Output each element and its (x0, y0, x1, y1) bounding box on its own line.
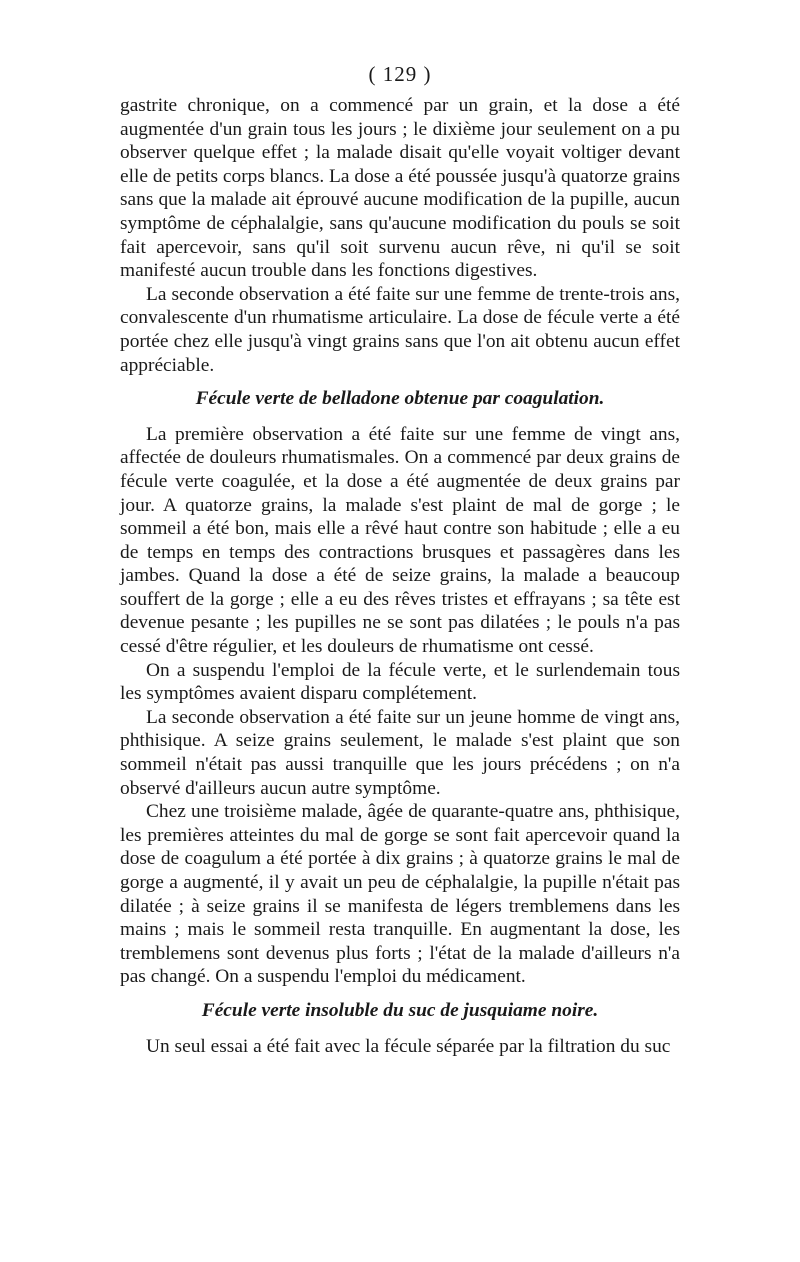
section-heading-belladone: Fécule verte de belladone obtenue par coagulation. (195, 388, 605, 410)
paragraph-seul-essai: Un seul essai a été fait avec la fécule séparée par la filtration du suc (146, 1035, 671, 1057)
section-heading-jusquiame: Fécule verte insoluble du suc de jusquiame noire. (201, 999, 599, 1021)
paragraph-premiere-observation: La première observation a été faite sur une femme de vingt ans, affectée de douleurs rhumatismales. On a commencé par deux grains de fécule verte coagulée, et la dose a été augmentée de deux grains par jour. A quatorze grains, la malade s'est plaint de mal de gorge ; le sommeil a été bon, mais elle a rêvé haut contre son habitude ; elle a eu de temps en temps des contractions brusques et passagères dans les jambes. Quand la dose a été de seize grains, la malade a beaucoup souffert de la gorge ; elle a eu des rêves tristes et effrayans ; sa tête est devenue pesante ; les pupilles ne se sont pas dilatées ; le pouls n'a pas cessé d'être régulier, et les douleurs de rhumatisme ont cessé. (120, 423, 680, 658)
paragraph-seconde-observation: La seconde observation a été faite sur une femme de trente-trois ans, convalescente d'un rhumatisme articulaire. La dose de fécule verte a été portée chez elle jusqu'à vingt grains sans que l'on ait obtenu aucun effet appréciable. (120, 283, 680, 376)
page-text (120, 94, 680, 1058)
paragraph-troisieme-malade: Chez une troisième malade, âgée de quarante-quatre ans, phthisique, les premières atteintes du mal de gorge se sont fait apercevoir quand la dose de coagulum a été portée à dix grains ; à quatorze grains le mal de gorge a augmenté, il y avait un peu de céphalalgie, la pupille n'était pas dilatée ; à seize grains il se manifesta de légers tremblemens dans les mains ; mais le sommeil resta tranquille. En augmentant la dose, les tremblemens sont devenus plus forts ; l'état de la malade d'ailleurs n'a pas changé. On a suspendu l'emploi du médicament. (120, 801, 680, 988)
paragraph-suspendu: On a suspendu l'emploi de la fécule verte, et le surlendemain tous les symptômes avaient disparu complétement. (120, 659, 680, 705)
paragraph-jeune-homme: La seconde observation a été faite sur un jeune homme de vingt ans, phthisique. A seize grains seulement, le malade s'est plaint que son sommeil n'était pas aussi tranquille que les jours précédens ; on n'a observé d'ailleurs aucun autre symptôme. (120, 706, 680, 799)
page-number: ( 129 ) (368, 62, 432, 86)
paragraph-gastrite: gastrite chronique, on a commencé par un grain, et la dose a été augmentée d'un grain tous les jours ; le dixième jour seulement on a pu observer quelque effet ; la malade disait qu'elle voyait voltiger devant elle de petits corps blancs. La dose a été poussée jusqu'à quatorze grains sans que la malade ait éprouvé aucune modification de la pupille, aucun symptôme de céphalalgie, sans qu'aucune modification du pouls se soit fait apercevoir, sans qu'il soit survenu aucun rêve, ni qu'il se soit manifesté aucun trouble dans les fonctions digestives. (120, 95, 680, 282)
